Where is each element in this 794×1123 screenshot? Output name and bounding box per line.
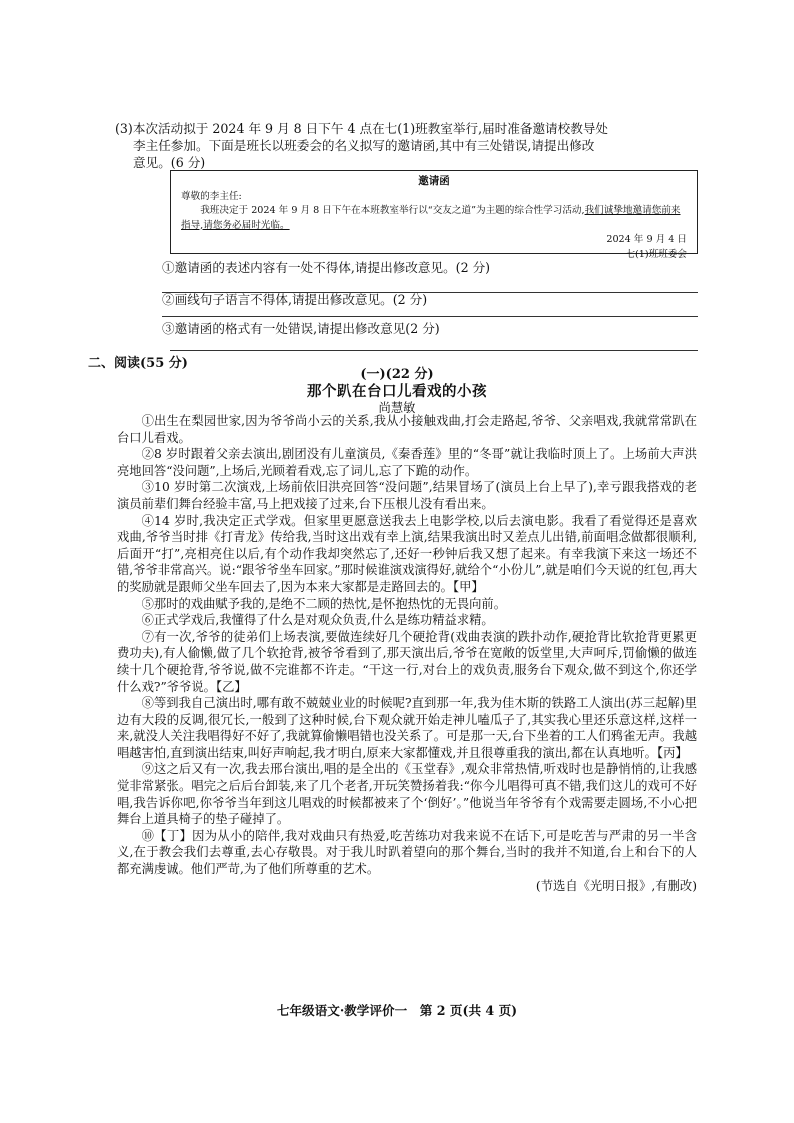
invitation-body xyxy=(181,204,687,233)
invitation-title: 邀请函 xyxy=(418,175,450,187)
subquestion-3: ③邀请函的格式有一处错误,请提出修改意见(2 分) xyxy=(162,321,440,336)
question-3-line-1: (3)本次活动拟于 2024 年 9 月 8 日下午 4 点在七(1)班教室举行,届时准备邀请校教导处 xyxy=(115,121,609,136)
subquestion-1: ①邀请函的表述内容有一处不得体,请提出修改意见。(2 分) xyxy=(162,260,491,275)
answer-line-2[interactable] xyxy=(162,316,698,317)
subquestion-2: ②画线句子语言不得体,请提出修改意见。(2 分) xyxy=(162,292,428,307)
article-source: (节选自《光明日报》,有删改) xyxy=(535,878,697,893)
paragraph-4: ④14 岁时,我决定正式学戏。但家里更愿意送我去上电影学校,以后去演电影。我看了看觉得还是喜欢戏曲,爷爷当时排《打青龙》传给我,当时这出戏有幸上演,结果我演出时又差点儿出错,前面唱念做都很顺利,后面开“打”,亮相亮住以后,有个动作我却突然忘了,还好一秒钟后我又想了起来。有幸我演下来这一场还不错,爷爷非常高兴。说:“跟爷爷坐车回家。”那时候谁演戏演得好,就给个“小份儿”,就是咱们今天说的红包,再大的奖励就是跟师父坐车回去了,因为本来大家都是走路回去的。【甲】 xyxy=(117,513,697,594)
paragraph-2: ②8 岁时跟着父亲去演出,剧团没有儿童演员,《秦香莲》里的“冬哥”就让我临时顶上了。上场前大声洪亮地回答“没问题”,上场后,光顾着看戏,忘了词儿,忘了下跪的动作。 xyxy=(117,447,697,478)
question-3-line-3: 意见。(6 分) xyxy=(133,155,206,170)
question-3 xyxy=(115,120,695,171)
article-body xyxy=(117,413,697,894)
answer-line-3[interactable] xyxy=(170,350,698,351)
article-author: 尚慧敏 xyxy=(378,401,416,415)
part-1-heading: (一)(22 分) xyxy=(360,367,434,382)
section-2-heading: 二、阅读(55 分) xyxy=(88,356,188,371)
paragraph-3: ③10 岁时第二次演戏,上场前依旧洪亮回答“没问题”,结果冒场了(演员上台上早了),幸亏跟我搭戏的老演员前辈们舞台经验丰富,马上把戏接了过来,台下压根儿没有看出来。 xyxy=(117,480,697,511)
page-footer: 七年级语文·教学评价一 第 2 页(共 4 页) xyxy=(276,1003,518,1018)
question-3-line-2: 李主任参加。下面是班长以班委会的名义拟写的邀请函,其中有三处错误,请提出修改 xyxy=(133,138,595,153)
paragraph-5: ⑤那时的戏曲赋予我的,是绝不二顾的热忱,是怀抱热忱的无畏向前。 xyxy=(141,596,507,611)
invitation-body-text: 我班决定于 2024 年 9 月 8 日下午在本班教室举行以“交友之道”为主题的综合性学习活动, xyxy=(200,205,585,216)
paragraph-9: ⑨这之后又有一次,我去邢台演出,唱的是全出的《玉堂春》,观众非常热情,听戏时也是静悄悄的,让我感觉非常紧张。唱完之后后台卸装,来了几个老者,开玩笑赞扬着我:“你今儿唱得可真不错,我们这儿的戏可不好唱,我告诉你吧,你爷爷当年到这儿唱戏的时候都被来了个‘倒好’。”他说当年爷爷有个戏需要走圆场,不小心把舞台上道具椅子的垫子碰掉了。 xyxy=(117,762,697,827)
paragraph-6: ⑥正式学戏后,我懂得了什么是对观众负责,什么是练功精益求精。 xyxy=(141,613,494,628)
invitation-letter-box xyxy=(170,170,698,260)
invitation-date: 2024 年 9 月 4 日 xyxy=(606,234,687,245)
invitation-underlined-sentence: 我们诚挚地邀请您前来指导,请您务必届时光临。 xyxy=(181,205,681,231)
article-title: 那个趴在台口儿看戏的小孩 xyxy=(307,383,487,400)
paragraph-10: ⑩【丁】因为从小的陪伴,我对戏曲只有热爱,吃苦练功对我来说不在话下,可是吃苦与严肃的另一半含义,在于教会我们去尊重,去心存敬畏。对于我儿时趴着望向的那个舞台,当时的我并不知道,台上和台下的人都充满虔诚。他们严苛,为了他们所尊重的艺术。 xyxy=(117,828,697,877)
invitation-signature: 七(1)班班委会 xyxy=(625,248,687,260)
paragraph-1: ①出生在梨园世家,因为爷爷尚小云的关系,我从小接触戏曲,打会走路起,爷爷、父亲唱戏,我就常常趴在台口儿看戏。 xyxy=(117,414,697,445)
invitation-greeting: 尊敬的李主任: xyxy=(181,190,242,202)
paragraph-8: ⑧等到我自己演出时,哪有敢不兢兢业业的时候呢?直到那一年,我为佳木斯的铁路工人演出(苏三起解)里边有大段的反调,很冗长,一般到了这种时候,台下观众就开始走神儿嗑瓜子了,其实我心里还乐意这样,这样一来,就没人关注我唱得好不好了,我就算偷懒唱错也没关系了。可是那一天,台下坐着的工人们鸦雀无声。我越唱越害怕,直到演出结束,叫好声响起,我才明白,原来大家都懂戏,并且很尊重我的演出,都在认真地听。【丙】 xyxy=(117,696,697,760)
paragraph-7: ⑦有一次,爷爷的徒弟们上场表演,要做连续好几个硬抢背(戏曲表演的跌扑动作,硬抢背比软抢背更累更费功夫),有人偷懒,做了几个软抢背,被爷爷看到了,那天演出后,爷爷在宽敞的饭堂里,大声呵斥,罚偷懒的做连续十几个硬抢背,爷爷说,做不完谁都不许走。“干这一行,对台上的戏负责,服务台下观众,做不到这个,你还学什么戏?”爷爷说。【乙】 xyxy=(117,629,697,694)
